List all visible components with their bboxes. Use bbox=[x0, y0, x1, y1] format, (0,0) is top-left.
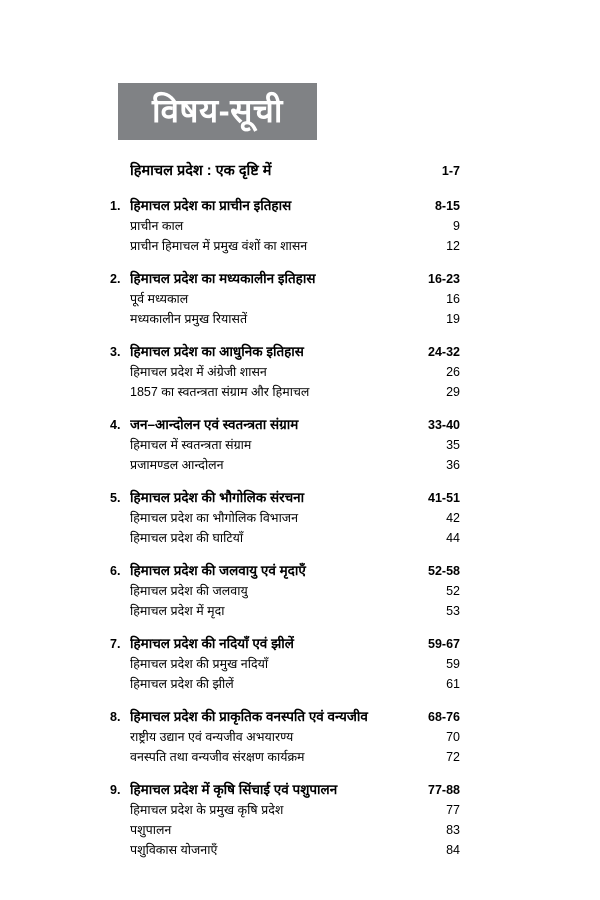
toc-chapter-group bbox=[110, 561, 460, 619]
toc-section-row[interactable] bbox=[110, 821, 460, 838]
toc-section-title: वनस्पति तथा वन्यजीव संरक्षण कार्यक्रम bbox=[130, 750, 305, 764]
toc-section-page: 70 bbox=[446, 730, 460, 744]
toc-chapter-title: हिमाचल प्रदेश की जलवायु एवं मृदाएँ bbox=[130, 563, 306, 578]
toc-chapter-number: 8. bbox=[110, 710, 121, 724]
toc-chapter-row[interactable] bbox=[110, 342, 460, 360]
toc-chapter-title: हिमाचल प्रदेश में कृषि सिंचाई एवं पशुपालन bbox=[130, 782, 338, 797]
toc-section-row[interactable] bbox=[110, 436, 460, 453]
toc-chapter-group bbox=[110, 196, 460, 254]
toc-chapter-group bbox=[110, 415, 460, 473]
toc-chapter-title: हिमाचल प्रदेश का प्राचीन इतिहास bbox=[130, 198, 292, 213]
toc-chapter-number: 2. bbox=[110, 272, 121, 286]
toc-section-page: 61 bbox=[446, 677, 460, 691]
table-of-contents bbox=[110, 160, 460, 873]
toc-section-title: प्राचीन काल bbox=[130, 219, 184, 233]
toc-chapter-pages: 16-23 bbox=[428, 272, 460, 286]
toc-section-page: 53 bbox=[446, 604, 460, 618]
toc-section-page: 29 bbox=[446, 385, 460, 399]
toc-section-row[interactable] bbox=[110, 841, 460, 858]
toc-chapter-pages: 24-32 bbox=[428, 345, 460, 359]
toc-section-row[interactable] bbox=[110, 602, 460, 619]
toc-section-row[interactable] bbox=[110, 237, 460, 254]
toc-chapter-pages: 41-51 bbox=[428, 491, 460, 505]
toc-chapter-row[interactable] bbox=[110, 707, 460, 725]
toc-section-row[interactable] bbox=[110, 290, 460, 307]
toc-chapter-number: 4. bbox=[110, 418, 121, 432]
toc-chapter-group bbox=[110, 269, 460, 327]
toc-chapter-group bbox=[110, 634, 460, 692]
toc-chapter-number: 7. bbox=[110, 637, 121, 651]
toc-chapter-group bbox=[110, 707, 460, 765]
toc-section-page: 36 bbox=[446, 458, 460, 472]
toc-section-page: 59 bbox=[446, 657, 460, 671]
toc-section-page: 35 bbox=[446, 438, 460, 452]
toc-chapter-pages: 59-67 bbox=[428, 637, 460, 651]
toc-chapter-pages: 8-15 bbox=[434, 199, 460, 213]
toc-section-page: 16 bbox=[446, 292, 460, 306]
page-title-banner bbox=[118, 83, 317, 140]
toc-header-pages: 1-7 bbox=[441, 164, 460, 178]
toc-section-title: हिमाचल प्रदेश का भौगोलिक विभाजन bbox=[130, 511, 299, 525]
toc-section-page: 52 bbox=[446, 584, 460, 598]
toc-section-row[interactable] bbox=[110, 675, 460, 692]
toc-chapter-row[interactable] bbox=[110, 634, 460, 652]
toc-header-label: हिमाचल प्रदेश : एक दृष्टि में bbox=[130, 163, 272, 179]
toc-chapter-number: 6. bbox=[110, 564, 121, 578]
toc-section-title: मध्यकालीन प्रमुख रियासतें bbox=[130, 312, 248, 326]
toc-chapter-number: 1. bbox=[110, 199, 121, 213]
toc-chapter-pages: 33-40 bbox=[428, 418, 460, 432]
toc-section-row[interactable] bbox=[110, 728, 460, 745]
toc-section-row[interactable] bbox=[110, 363, 460, 380]
toc-chapter-title: हिमाचल प्रदेश का आधुनिक इतिहास bbox=[130, 344, 304, 359]
toc-section-row[interactable] bbox=[110, 801, 460, 818]
toc-section-title: हिमाचल प्रदेश की घाटियाँ bbox=[130, 531, 244, 545]
toc-section-row[interactable] bbox=[110, 509, 460, 526]
toc-section-title: 1857 का स्वतन्त्रता संग्राम और हिमाचल bbox=[130, 385, 310, 399]
toc-section-row[interactable] bbox=[110, 383, 460, 400]
toc-section-page: 9 bbox=[453, 219, 460, 233]
toc-section-title: पशुविकास योजनाएँ bbox=[130, 843, 218, 857]
toc-chapter-pages: 68-76 bbox=[428, 710, 460, 724]
toc-section-row[interactable] bbox=[110, 655, 460, 672]
toc-chapter-row[interactable] bbox=[110, 780, 460, 798]
toc-section-title: हिमाचल प्रदेश की जलवायु bbox=[130, 584, 248, 598]
toc-section-title: प्राचीन हिमाचल में प्रमुख वंशों का शासन bbox=[130, 239, 308, 253]
toc-section-page: 84 bbox=[446, 843, 460, 857]
toc-section-page: 72 bbox=[446, 750, 460, 764]
toc-section-title: पूर्व मध्यकाल bbox=[130, 292, 189, 306]
toc-chapter-number: 5. bbox=[110, 491, 121, 505]
toc-section-row[interactable] bbox=[110, 529, 460, 546]
toc-section-page: 19 bbox=[446, 312, 460, 326]
page-title: विषय-सूची bbox=[152, 91, 283, 129]
toc-chapter-title: जन–आन्दोलन एवं स्वतन्त्रता संग्राम bbox=[130, 417, 299, 432]
toc-section-row[interactable] bbox=[110, 748, 460, 765]
toc-section-title: पशुपालन bbox=[130, 823, 172, 837]
toc-section-title: हिमाचल प्रदेश में अंग्रेजी शासन bbox=[130, 365, 267, 379]
toc-chapter-row[interactable] bbox=[110, 488, 460, 506]
toc-chapter-number: 3. bbox=[110, 345, 121, 359]
toc-chapter-list bbox=[110, 196, 460, 858]
toc-chapter-row[interactable] bbox=[110, 196, 460, 214]
toc-chapter-pages: 77-88 bbox=[428, 783, 460, 797]
toc-chapter-title: हिमाचल प्रदेश की नदियाँ एवं झीलें bbox=[130, 636, 294, 651]
toc-chapter-title: हिमाचल प्रदेश का मध्यकालीन इतिहास bbox=[130, 271, 316, 286]
toc-chapter-group bbox=[110, 342, 460, 400]
toc-section-row[interactable] bbox=[110, 456, 460, 473]
toc-chapter-row[interactable] bbox=[110, 561, 460, 579]
toc-section-page: 77 bbox=[446, 803, 460, 817]
toc-section-title: हिमाचल प्रदेश की प्रमुख नदियाँ bbox=[130, 657, 269, 671]
toc-section-title: प्रजामण्डल आन्दोलन bbox=[130, 458, 224, 472]
toc-header-entry[interactable] bbox=[110, 160, 460, 180]
toc-chapter-group bbox=[110, 780, 460, 858]
toc-chapter-number: 9. bbox=[110, 783, 121, 797]
toc-section-page: 44 bbox=[446, 531, 460, 545]
toc-chapter-row[interactable] bbox=[110, 269, 460, 287]
toc-chapter-title: हिमाचल प्रदेश की भौगोलिक संरचना bbox=[130, 490, 305, 505]
toc-section-title: राष्ट्रीय उद्यान एवं वन्यजीव अभयारण्य bbox=[130, 730, 294, 744]
toc-section-page: 83 bbox=[446, 823, 460, 837]
toc-section-title: हिमाचल प्रदेश में मृदा bbox=[130, 604, 225, 618]
toc-section-page: 42 bbox=[446, 511, 460, 525]
toc-chapter-title: हिमाचल प्रदेश की प्राकृतिक वनस्पति एवं वन्यजीव bbox=[130, 709, 368, 724]
toc-section-page: 26 bbox=[446, 365, 460, 379]
toc-section-row[interactable] bbox=[110, 310, 460, 327]
toc-section-title: हिमाचल में स्वतन्त्रता संग्राम bbox=[130, 438, 252, 452]
toc-section-page: 12 bbox=[446, 239, 460, 253]
toc-chapter-group bbox=[110, 488, 460, 546]
toc-chapter-row[interactable] bbox=[110, 415, 460, 433]
toc-section-row[interactable] bbox=[110, 217, 460, 234]
toc-section-title: हिमाचल प्रदेश की झीलें bbox=[130, 677, 234, 691]
toc-section-row[interactable] bbox=[110, 582, 460, 599]
toc-chapter-pages: 52-58 bbox=[428, 564, 460, 578]
toc-section-title: हिमाचल प्रदेश के प्रमुख कृषि प्रदेश bbox=[130, 803, 284, 817]
